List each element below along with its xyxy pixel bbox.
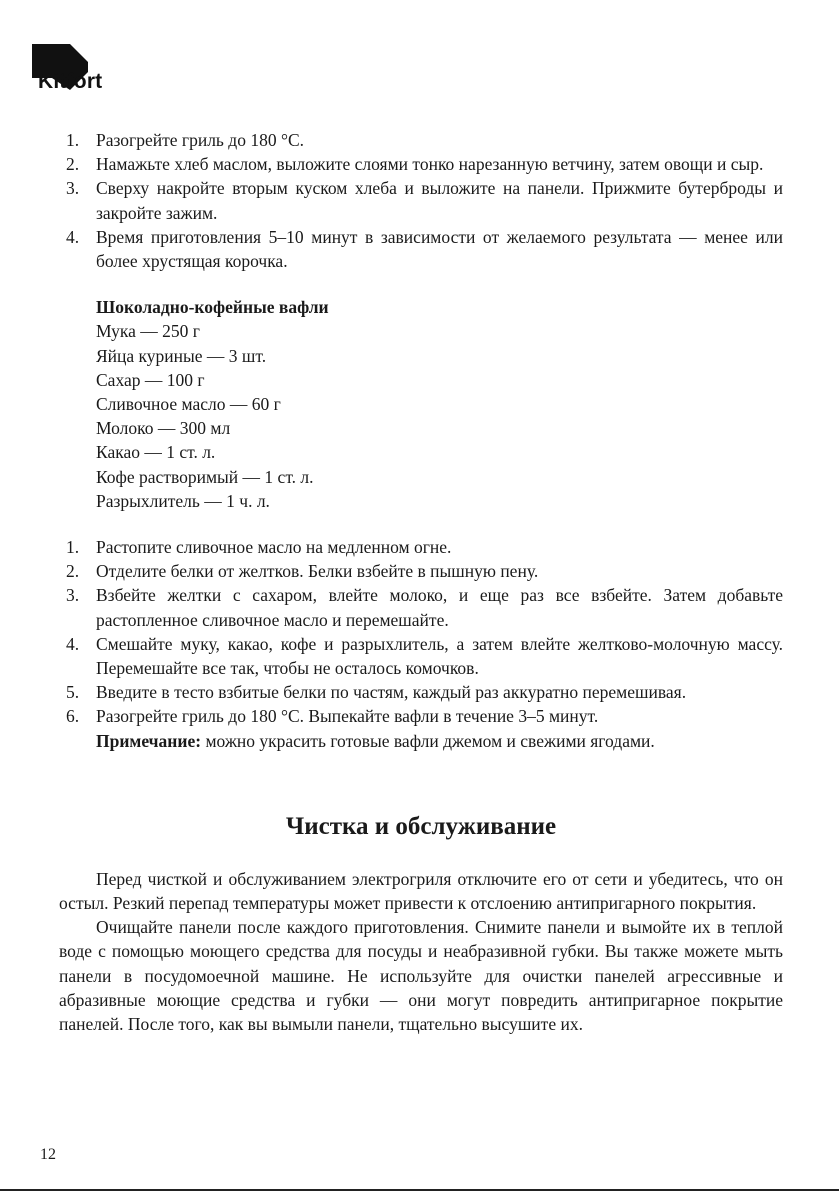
paragraph: Перед чисткой и обслуживанием электрогриля отключите его от сети и убедитесь, что он остыл. Резкий перепад температуры может привести к отслоению антипригарного покрытия.	[59, 868, 783, 914]
ingredient: Сахар — 100 г	[96, 369, 205, 390]
page-number: 12	[40, 1146, 56, 1163]
ingredient: Разрыхлитель — 1 ч. л.	[96, 490, 270, 511]
ingredient: Яйца куриные — 3 шт.	[96, 345, 267, 366]
list-item: 4. Время приготовления 5–10 минут в зависимости от желаемого результата — менее или более хрустящая корочка.	[66, 226, 783, 272]
kitfort-logo-text: Kitfort	[38, 70, 103, 93]
list-item: 3. Сверху накройте вторым куском хлеба и выложите на панели. Прижмите бутерброды и закройте зажим.	[66, 178, 783, 223]
recipe-note	[96, 729, 783, 753]
section-title: Чистка и обслуживание	[285, 812, 557, 840]
list-item: 1. Растопите сливочное масло на медленном огне.	[66, 537, 452, 558]
grill-steps-list	[59, 128, 783, 273]
list-item: 3. Взбейте желтки с сахаром, влейте молоко, и еще раз все взбейте. Затем добавьте растопленное сливочное масло и перемешайте.	[66, 585, 783, 630]
list-item: 5. Введите в тесто взбитые белки по частям, каждый раз аккуратно перемешивая.	[66, 682, 687, 703]
note-text: можно украсить готовые вафли джемом и свежими ягодами.	[201, 730, 655, 751]
list-item: 2. Отделите белки от желтков. Белки взбейте в пышную пену.	[66, 561, 539, 582]
ingredient: Сливочное масло — 60 г	[96, 394, 281, 415]
recipe-steps-list	[59, 535, 783, 753]
ingredient: Кофе растворимый — 1 ст. л.	[96, 466, 314, 487]
ingredient: Мука — 250 г	[96, 321, 200, 342]
list-item: 1. Разогрейте гриль до 180 °C.	[66, 130, 304, 150]
list-item: 2. Намажьте хлеб маслом, выложите слоями тонко нарезанную ветчину, затем овощи и сыр.	[66, 154, 764, 175]
note-label: Примечание:	[96, 730, 202, 751]
paragraph: Очищайте панели после каждого приготовления. Снимите панели и вымойте их в теплой воде с помощью моющего средства для посуды и неабразивной губки. Вы также можете мыть панели в посудомоечной машине. Не используйте для очистки панелей агрессивные и абразивные моющие средства и губки — они могут повредить антипригарное покрытие панелей. После того, как вы вымыли панели, тщательно высушите их.	[59, 917, 783, 1035]
ingredient: Молоко — 300 мл	[96, 418, 231, 439]
recipe-ingredients	[96, 295, 783, 513]
list-item: 6. Разогрейте гриль до 180 °C. Выпекайте вафли в течение 3–5 минут. Примечание: можно украсить готовые вафли джемом и свежими ягодами.	[59, 704, 783, 752]
list-item: 4. Смешайте муку, какао, кофе и разрыхлитель, а затем влейте желтково-молочную массу. Перемешайте все так, чтобы не осталось комочков.	[66, 633, 783, 679]
page-content	[59, 128, 783, 1036]
recipe-title: Шоколадно-кофейные вафли	[96, 297, 329, 318]
ingredient: Какао — 1 ст. л.	[96, 442, 216, 463]
